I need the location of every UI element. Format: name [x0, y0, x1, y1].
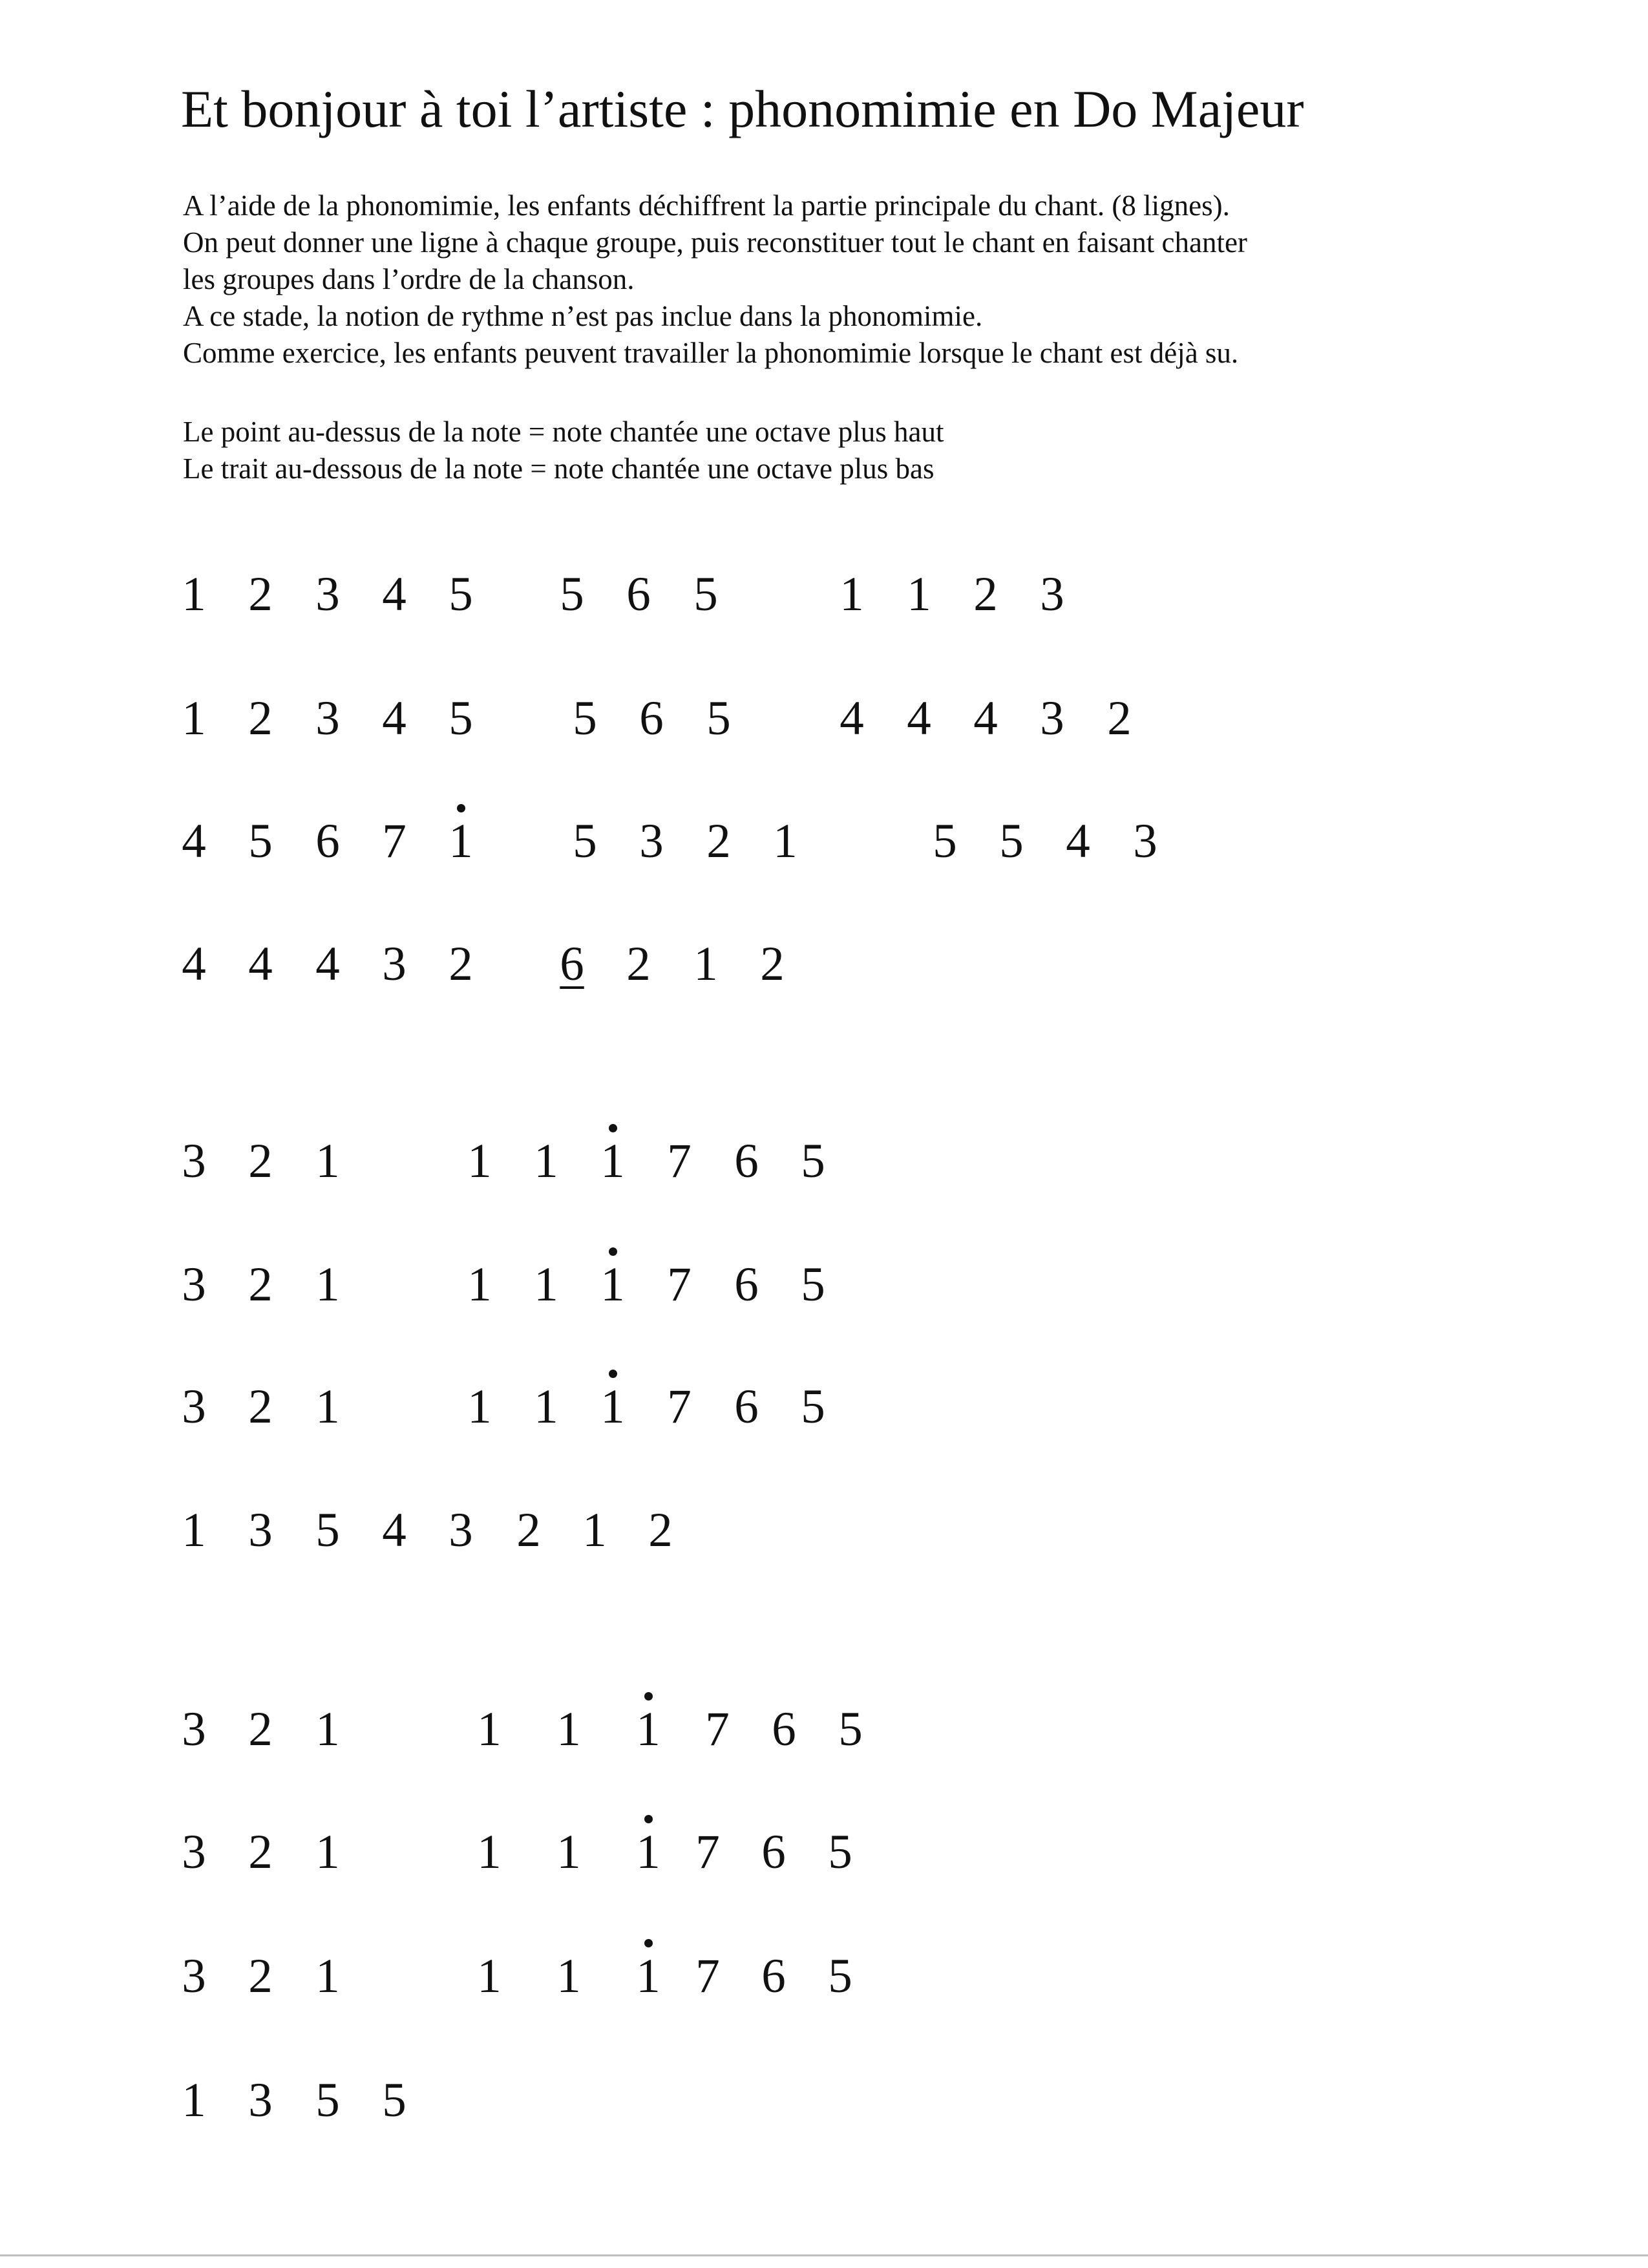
- note: 1: [467, 1134, 492, 1188]
- note: 5: [999, 814, 1024, 868]
- octave-dot-icon: [644, 1815, 653, 1823]
- note: 5: [573, 814, 597, 868]
- note: 1: [182, 692, 206, 745]
- note-octave-up: 1: [626, 1951, 671, 2002]
- note: 2: [706, 814, 731, 868]
- note: 1: [477, 1949, 502, 2003]
- intro-line: Comme exercice, les enfants peuvent travailler la phonomimie lorsque le chant est déjà su.: [183, 337, 1239, 369]
- note: 6: [734, 1380, 759, 1434]
- note: 2: [648, 1503, 673, 1557]
- note: 5: [693, 567, 718, 621]
- notation-row: [0, 1704, 1648, 1768]
- intro-line: On peut donner une ligne à chaque groupe, puis reconstituer tout le chant en faisant chanter: [183, 226, 1247, 259]
- note: 1: [534, 1380, 558, 1434]
- note: 4: [1066, 814, 1090, 868]
- note-octave-up: 1: [438, 816, 483, 867]
- note: 2: [973, 567, 998, 621]
- notation-row: [0, 1505, 1648, 1569]
- note: 7: [667, 1258, 692, 1311]
- note: 2: [248, 1825, 273, 1879]
- note: 5: [315, 1503, 340, 1557]
- note: 1: [315, 1380, 340, 1434]
- note: 5: [449, 567, 473, 621]
- notation-row: [0, 938, 1648, 1003]
- note: 4: [315, 937, 340, 991]
- note: 2: [1107, 692, 1132, 745]
- note: 7: [695, 1949, 720, 2003]
- note: 2: [626, 937, 651, 991]
- note: 4: [382, 567, 407, 621]
- note: 3: [182, 1258, 206, 1311]
- note: 5: [828, 1825, 852, 1879]
- intro-line: A l’aide de la phonomimie, les enfants déchiffrent la partie principale du chant. (8 lignes).: [183, 189, 1230, 222]
- note: 7: [695, 1825, 720, 1879]
- note: 5: [801, 1380, 825, 1434]
- note: 2: [248, 1134, 273, 1188]
- note: 1: [467, 1258, 492, 1311]
- notation-row: [0, 1951, 1648, 2015]
- legend-line-dot: Le point au-dessus de la note = note chantée une octave plus haut: [183, 416, 944, 448]
- note: 6: [626, 567, 651, 621]
- notation-row: [0, 2075, 1648, 2139]
- note: 1: [315, 1702, 340, 1756]
- notation-row: [0, 1136, 1648, 1200]
- note: 5: [382, 2073, 407, 2127]
- note-octave-up: 1: [590, 1136, 635, 1187]
- note: 5: [933, 814, 957, 868]
- note: 7: [667, 1134, 692, 1188]
- octave-dot-icon: [644, 1692, 653, 1701]
- note: 5: [838, 1702, 863, 1756]
- note: 2: [248, 692, 273, 745]
- note: 1: [907, 567, 931, 621]
- notation-row: [0, 816, 1648, 880]
- note: 2: [516, 1503, 541, 1557]
- note: 2: [248, 1702, 273, 1756]
- note: 4: [907, 692, 931, 745]
- note: 4: [382, 1503, 407, 1557]
- note: 4: [973, 692, 998, 745]
- note: 7: [382, 814, 407, 868]
- note: 2: [248, 1380, 273, 1434]
- note: 5: [315, 2073, 340, 2127]
- notation-row: [0, 1381, 1648, 1446]
- note-octave-up: 1: [590, 1381, 635, 1433]
- notation-row: [0, 1827, 1648, 1891]
- note: 3: [1133, 814, 1157, 868]
- note-octave-up: 1: [590, 1259, 635, 1311]
- note: 1: [467, 1380, 492, 1434]
- note: 1: [315, 1949, 340, 2003]
- note: 1: [582, 1503, 607, 1557]
- note: 5: [560, 567, 584, 621]
- note: 1: [315, 1134, 340, 1188]
- note: 3: [248, 2073, 273, 2127]
- note: 4: [840, 692, 864, 745]
- octave-dot-icon: [644, 1939, 653, 1947]
- note: 5: [449, 692, 473, 745]
- intro-line: les groupes dans l’ordre de la chanson.: [183, 263, 635, 295]
- note: 1: [773, 814, 798, 868]
- note: 4: [182, 937, 206, 991]
- notation-row: [0, 1259, 1648, 1324]
- note: 3: [182, 1380, 206, 1434]
- note: 1: [534, 1258, 558, 1311]
- note: 3: [639, 814, 664, 868]
- octave-dot-icon: [609, 1370, 617, 1378]
- note: 3: [382, 937, 407, 991]
- note: 1: [477, 1825, 502, 1879]
- note: 1: [556, 1825, 581, 1879]
- notation-row: [0, 693, 1648, 758]
- note: 6: [734, 1134, 759, 1188]
- note: 6: [315, 814, 340, 868]
- note-octave-up: 1: [626, 1704, 671, 1755]
- note: 1: [534, 1134, 558, 1188]
- notation-row: [0, 569, 1648, 633]
- note: 1: [556, 1702, 581, 1756]
- note: 3: [182, 1825, 206, 1879]
- note: 1: [182, 1503, 206, 1557]
- note: 3: [182, 1702, 206, 1756]
- note: 5: [801, 1134, 825, 1188]
- note: 2: [449, 937, 473, 991]
- scan-edge-line: [0, 2254, 1648, 2256]
- note: 1: [315, 1258, 340, 1311]
- note: 1: [840, 567, 864, 621]
- note: 5: [828, 1949, 852, 2003]
- note: 3: [1040, 567, 1064, 621]
- note: 1: [477, 1702, 502, 1756]
- note: 1: [556, 1949, 581, 2003]
- intro-line: A ce stade, la notion de rythme n’est pas inclue dans la phonomimie.: [183, 300, 983, 332]
- note: 3: [449, 1503, 473, 1557]
- note: 1: [315, 1825, 340, 1879]
- note: 2: [248, 1949, 273, 2003]
- note: 6: [639, 692, 664, 745]
- note: 3: [1040, 692, 1064, 745]
- note: 5: [248, 814, 273, 868]
- note: 6: [772, 1702, 796, 1756]
- note-octave-up: 1: [626, 1827, 671, 1878]
- note-octave-down: 6: [560, 937, 584, 991]
- note: 1: [182, 2073, 206, 2127]
- note: 7: [705, 1702, 730, 1756]
- octave-dot-icon: [457, 804, 465, 812]
- note: 6: [761, 1949, 786, 2003]
- note: 1: [182, 567, 206, 621]
- note: 4: [248, 937, 273, 991]
- octave-dot-icon: [609, 1124, 617, 1132]
- note: 7: [667, 1380, 692, 1434]
- note: 4: [382, 692, 407, 745]
- legend-line-underline: Le trait au-dessous de la note = note chantée une octave plus bas: [183, 452, 935, 485]
- note: 3: [315, 692, 340, 745]
- note: 5: [706, 692, 731, 745]
- note: 5: [801, 1258, 825, 1311]
- note: 3: [182, 1949, 206, 2003]
- note: 5: [573, 692, 597, 745]
- note: 6: [761, 1825, 786, 1879]
- note: 1: [693, 937, 718, 991]
- page-title: Et bonjour à toi l’artiste : phonomimie en Do Majeur: [181, 79, 1304, 138]
- note: 4: [182, 814, 206, 868]
- octave-dot-icon: [609, 1247, 617, 1256]
- note: 3: [182, 1134, 206, 1188]
- note: 3: [315, 567, 340, 621]
- note: 2: [248, 567, 273, 621]
- note: 2: [760, 937, 785, 991]
- note: 6: [734, 1258, 759, 1311]
- note: 3: [248, 1503, 273, 1557]
- note: 2: [248, 1258, 273, 1311]
